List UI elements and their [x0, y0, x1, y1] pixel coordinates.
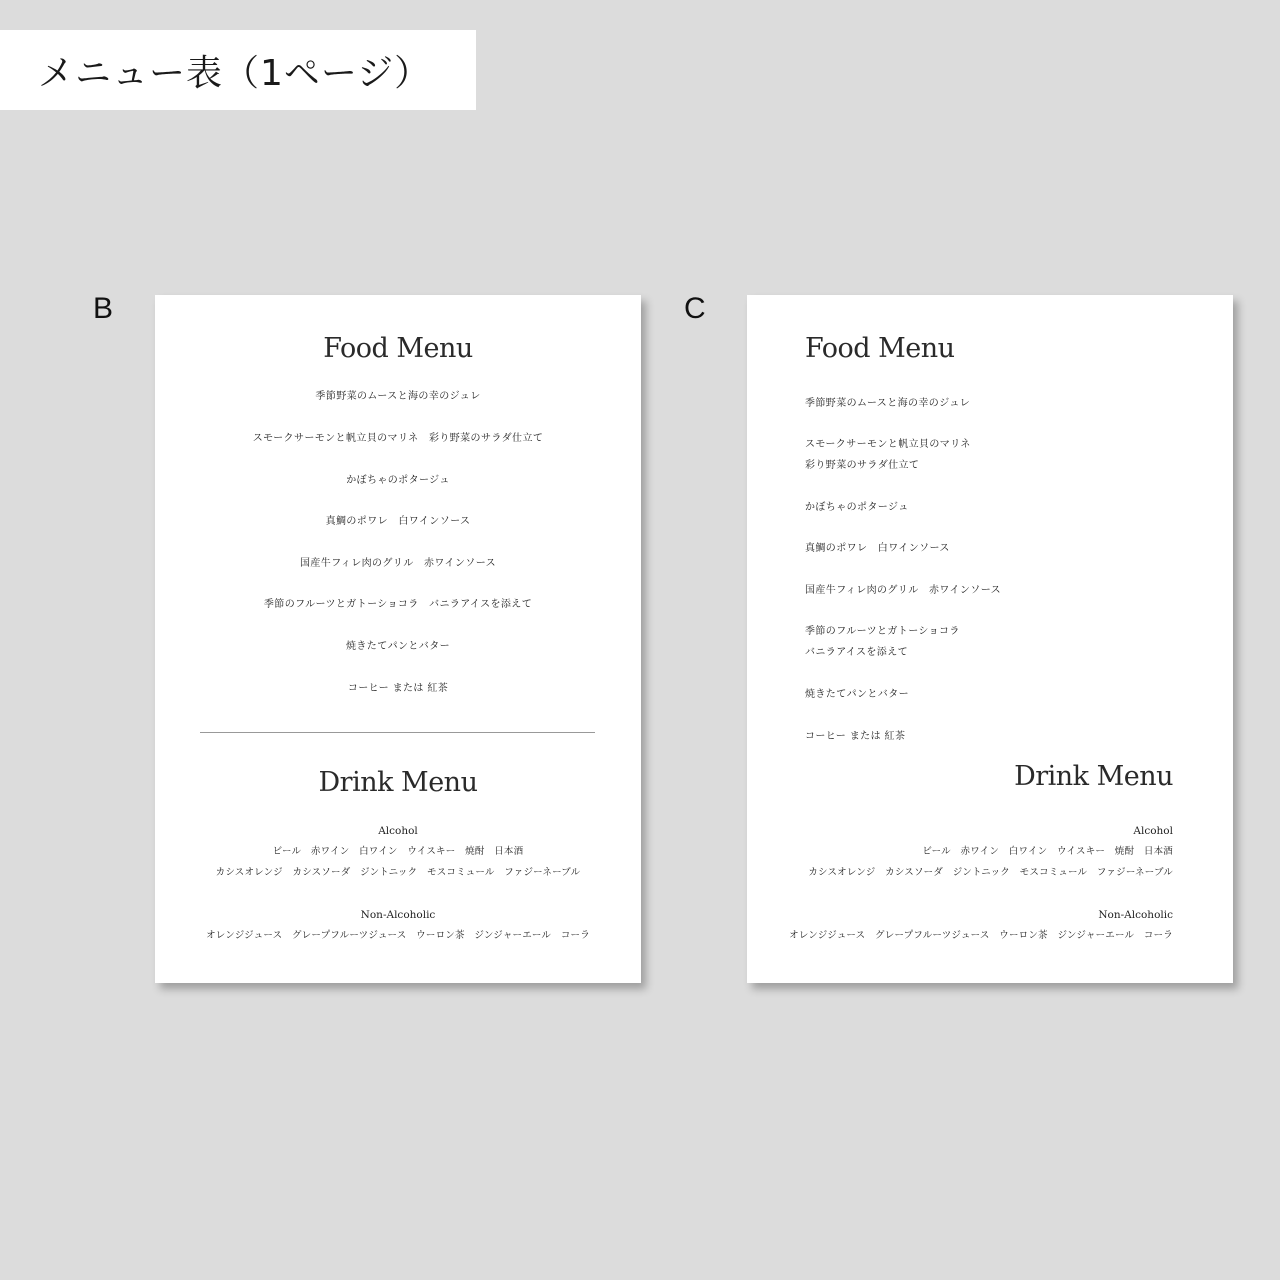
page-title: メニュー表（1ページ）: [0, 30, 476, 110]
menu-card-c: [747, 295, 1233, 983]
food-item: スモークサーモンと帆立貝のマリネ: [805, 439, 971, 450]
variant-label-c: C: [684, 292, 706, 325]
food-item: コーヒー または 紅茶: [805, 731, 906, 742]
alcohol-list: カシスオレンジ カシスソーダ ジントニック モスコミュール ファジーネーブル: [215, 867, 581, 878]
alcohol-list: ビール 赤ワイン 白ワイン ウイスキー 焼酎 日本酒: [922, 846, 1173, 857]
non-alcohol-list: オレンジジュース グレープフルーツジュース ウーロン茶 ジンジャーエール コーラ: [206, 930, 590, 941]
non-alcohol-label: Non-Alcoholic: [360, 909, 436, 921]
food-item: かぼちゃのポタージュ: [805, 502, 909, 513]
food-menu-heading: Food Menu: [323, 333, 473, 364]
drink-menu-heading: Drink Menu: [1014, 761, 1173, 792]
food-menu-heading: Food Menu: [805, 333, 955, 364]
alcohol-label: Alcohol: [378, 825, 418, 837]
drink-menu-heading: Drink Menu: [318, 767, 478, 798]
food-item: 真鯛のポワレ 白ワインソース: [325, 516, 471, 527]
food-item: 国産牛フィレ肉のグリル 赤ワインソース: [805, 585, 1001, 596]
alcohol-list: カシスオレンジ カシスソーダ ジントニック モスコミュール ファジーネーブル: [808, 867, 1173, 878]
food-item: スモークサーモンと帆立貝のマリネ 彩り野菜のサラダ仕立て: [252, 433, 544, 444]
food-item: 真鯛のポワレ 白ワインソース: [805, 543, 950, 554]
food-item: コーヒー または 紅茶: [347, 683, 449, 694]
section-divider: [200, 732, 595, 733]
alcohol-list: ビール 赤ワイン 白ワイン ウイスキー 焼酎 日本酒: [272, 846, 524, 857]
menu-card-b: [155, 295, 641, 983]
variant-label-b: B: [93, 292, 114, 325]
food-item: 季節野菜のムースと海の幸のジュレ: [805, 398, 971, 409]
food-item: 彩り野菜のサラダ仕立て: [805, 460, 920, 471]
food-item: 季節のフルーツとガトーショコラ バニラアイスを添えて: [263, 599, 533, 610]
food-item: バニラアイスを添えて: [805, 647, 908, 658]
food-item: かぼちゃのポタージュ: [346, 475, 450, 486]
alcohol-label: Alcohol: [1133, 825, 1173, 837]
food-item: 国産牛フィレ肉のグリル 赤ワインソース: [300, 558, 496, 569]
food-item: 季節のフルーツとガトーショコラ: [805, 626, 960, 637]
food-item: 焼きたてパンとバター: [346, 641, 450, 652]
non-alcohol-list: オレンジジュース グレープフルーツジュース ウーロン茶 ジンジャーエール コーラ: [789, 930, 1173, 941]
food-item: 焼きたてパンとバター: [805, 689, 909, 700]
non-alcohol-label: Non-Alcoholic: [1098, 909, 1173, 921]
food-item: 季節野菜のムースと海の幸のジュレ: [315, 391, 481, 402]
